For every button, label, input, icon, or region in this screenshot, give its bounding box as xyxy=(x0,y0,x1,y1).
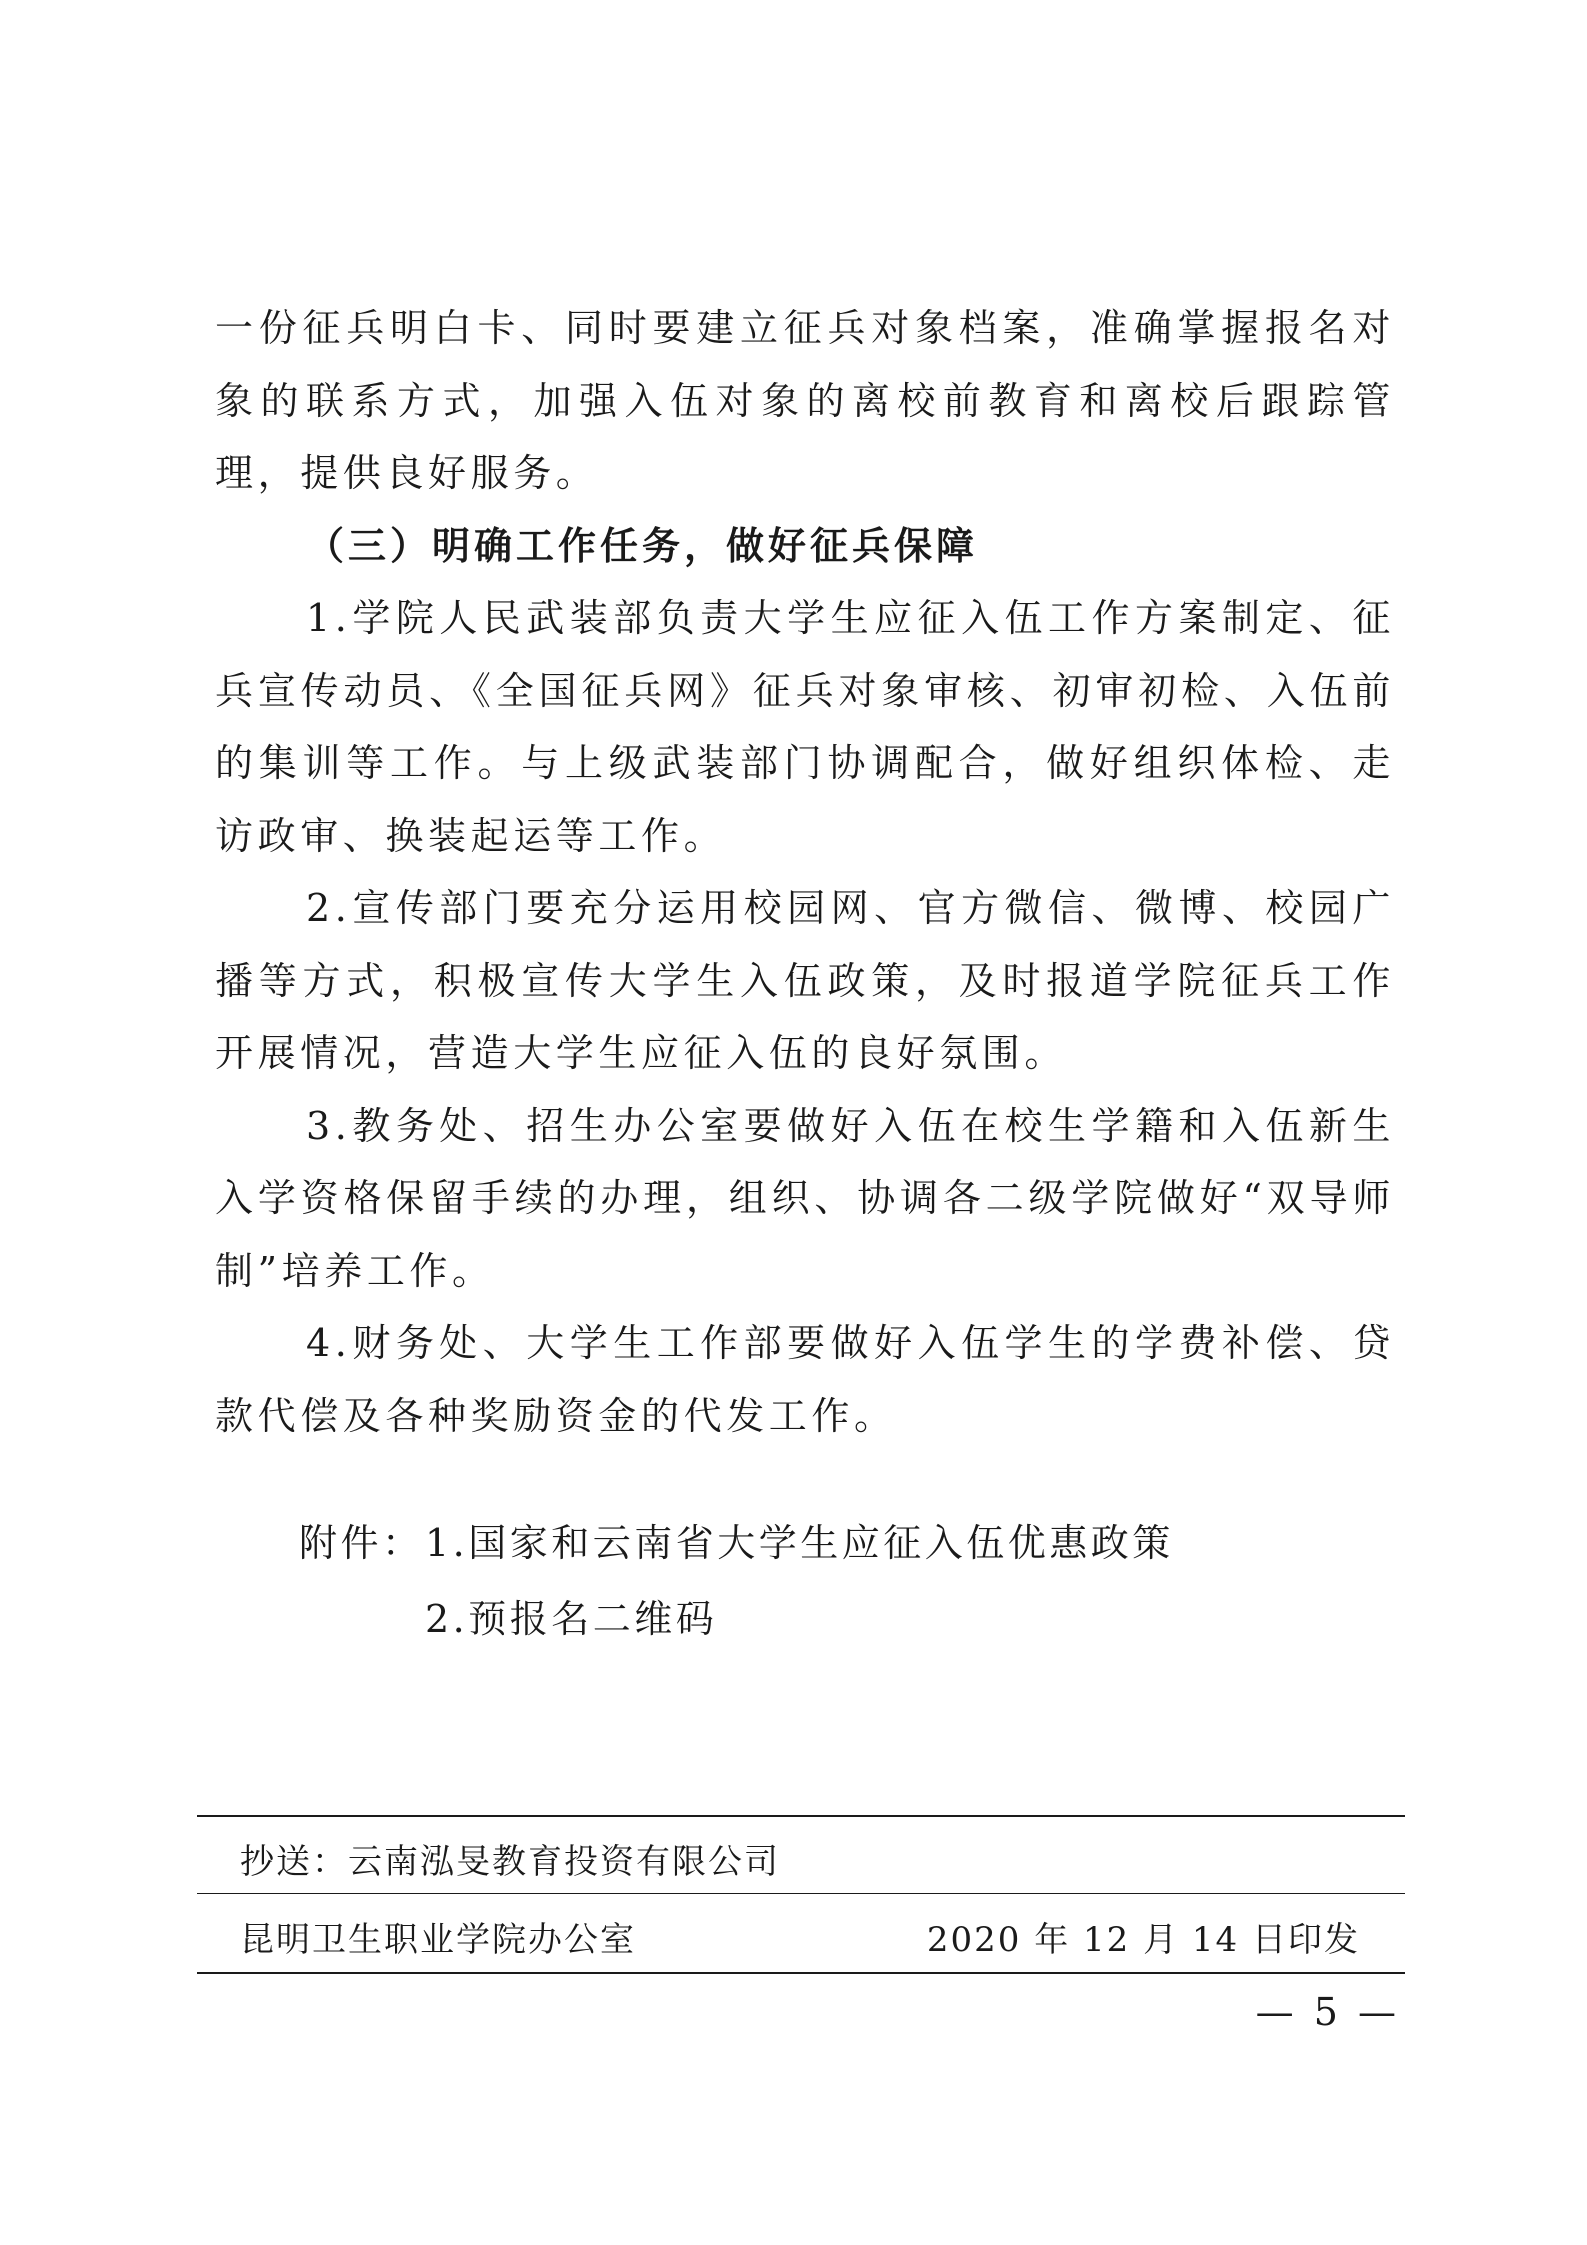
issue-date: 2020 年 12 月 14 日印发 xyxy=(926,1920,1360,1960)
paragraph-item-4: 4.财务处、大学生工作部要做好入伍学生的学费补偿、贷款代偿及各种奖励资金的代发工作。 xyxy=(215,1321,1395,1438)
issuer-line: 昆明卫生职业学院办公室 xyxy=(240,1920,636,1960)
footer-middle-rule xyxy=(197,1893,1405,1894)
footer-bottom-rule xyxy=(197,1972,1405,1974)
page-number: — 5 — xyxy=(1255,1990,1400,2034)
attachment-item: 2.预报名二维码 xyxy=(425,1597,718,1641)
body-text xyxy=(215,292,1395,1452)
attachments-block xyxy=(299,1505,1174,1657)
attachment-row-2 xyxy=(299,1581,1174,1657)
paragraph-item-2: 2.宣传部门要充分运用校园网、官方微信、微博、校园广播等方式，积极宣传大学生入伍政策，及时报道学院征兵工作开展情况，营造大学生应征入伍的良好氛围。 xyxy=(215,886,1395,1075)
cc-line: 抄送：云南泓旻教育投资有限公司 xyxy=(240,1842,780,1882)
attachment-row-1 xyxy=(299,1505,1174,1581)
paragraph-item-3: 3.教务处、招生办公室要做好入伍在校生学籍和入伍新生入学资格保留手续的办理，组织、协调各二级学院做好“双导师制”培养工作。 xyxy=(215,1103,1395,1293)
attachments-label: 附件： xyxy=(299,1521,424,1565)
paragraph-item-1: 1.学院人民武装部负责大学生应征入伍工作方案制定、征兵宣传动员、《全国征兵网》征兵对象审核、初审初检、入伍前的集训等工作。与上级武装部门协调配合，做好组织体检、走访政审、换装起运等工作。 xyxy=(215,596,1395,858)
attachment-item: 1.国家和云南省大学生应征入伍优惠政策 xyxy=(425,1521,1174,1565)
paragraph-continuation: 一份征兵明白卡、同时要建立征兵对象档案，准确掌握报名对象的联系方式，加强入伍对象的离校前教育和离校后跟踪管理，提供良好服务。 xyxy=(215,306,1395,495)
section-heading: （三）明确工作任务，做好征兵保障 xyxy=(306,522,979,568)
footer-top-rule xyxy=(197,1815,1405,1817)
